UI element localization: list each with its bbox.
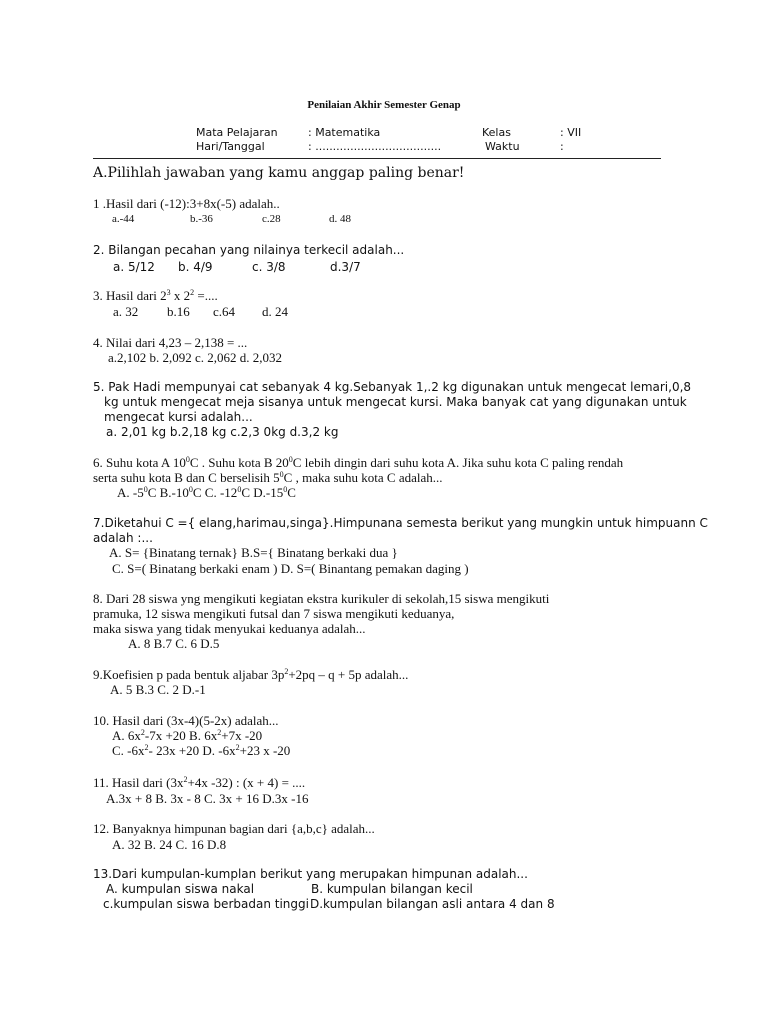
question-6-stem-line-1: 6. Suhu kota A $10^0C$ . Suhu kota B $20^0C$ lebih dingin dari suhu kota A. Jika suhu kota C paling rendah [93, 455, 624, 470]
question-3-stem: 3. Hasil dari $2^3$ x $2^2$ =.... [93, 288, 218, 303]
question-1-option-b: b.-36 [190, 213, 213, 225]
question-4-stem: 4. Nilai dari 4,23 – 2,138 = ... [93, 335, 248, 350]
question-3-option-b: b.16 [167, 304, 190, 319]
question-2-option-b: b. 4/9 [178, 260, 213, 274]
question-9-stem: 9.Koefisien p pada bentuk aljabar $3p^2+2pq - q + 5p$ adalah... [93, 667, 409, 682]
question-2-option-d: d.3/7 [330, 260, 361, 274]
question-7-stem-line-2: adalah :... [93, 531, 153, 545]
question-13-stem: 13.Dari kumpulan-kumplan berikut yang merupakan himpunan adalah... [93, 867, 528, 881]
question-12-stem: 12. Banyaknya himpunan bagian dari {a,b,c} adalah... [93, 821, 375, 836]
question-3-option-a: a. 32 [113, 304, 139, 319]
question-10-options-ab: A. $6x^2-7x +20$ B. $6x^2+7x$ -20 [112, 728, 263, 743]
header-divider [93, 158, 661, 159]
question-12-options: A. 32 B. 24 C. 16 D.8 [112, 837, 227, 852]
question-8-stem-line-3: maka siswa yang tidak menyukai keduanya adalah... [93, 621, 366, 636]
question-5-stem-line-1: 5. Pak Hadi mempunyai cat sebanyak 4 kg.Sebanyak 1,.2 kg digunakan untuk mengecat lemari,0,8 [93, 380, 692, 394]
question-6-stem-line-2: serta suhu kota B dan C berselisih $5^0C$ , maka suhu kota C adalah... [93, 470, 443, 485]
section-instruction: A.Pilihlah jawaban yang kamu anggap paling benar! [93, 165, 465, 181]
question-8-stem-line-2: pramuka, 12 siswa mengikuti futsal dan 7 siswa mengikuti keduanya, [93, 606, 455, 621]
mata-pelajaran-label: Mata Pelajaran [196, 126, 278, 139]
hari-tanggal-value: : .................................... [308, 140, 442, 153]
question-1-option-d: d. 48 [329, 213, 351, 225]
question-5-options: a. 2,01 kg b.2,18 kg c.2,3 0kg d.3,2 kg [106, 425, 339, 439]
question-3-option-c: c.64 [213, 304, 236, 319]
question-10-options-cd: C. $-6x^2-$ 23x +20 D. $-6x^2+23$ x -20 [112, 743, 291, 758]
waktu-value: : [560, 140, 564, 153]
question-2-stem: 2. Bilangan pecahan yang nilainya terkecil adalah... [93, 243, 405, 257]
question-13-option-d: D.kumpulan bilangan asli antara 4 dan 8 [310, 897, 555, 911]
question-9-options: A. 5 B.3 C. 2 D.-1 [110, 682, 206, 697]
question-8-options: A. 8 B.7 C. 6 D.5 [128, 636, 220, 651]
waktu-label: Waktu [485, 140, 520, 153]
question-2-option-c: c. 3/8 [252, 260, 286, 274]
question-3-option-d: d. 24 [262, 304, 288, 319]
question-1-option-c: c.28 [262, 213, 281, 225]
question-1-stem: 1 .Hasil dari (-12):3+8x(-5) adalah.. [93, 196, 280, 211]
question-4-options: a.2,102 b. 2,092 c. 2,062 d. 2,032 [108, 350, 283, 365]
question-5-stem-line-3: mengecat kursi adalah... [104, 410, 253, 424]
question-7-options-cd: C. S=( Binatang berkaki enam ) D. S=( Binantang pemakan daging ) [112, 561, 469, 576]
question-2-option-a: a. 5/12 [113, 260, 155, 274]
question-13-option-b: B. kumpulan bilangan kecil [311, 882, 473, 896]
kelas-label: Kelas [482, 126, 511, 139]
question-13-option-c: c.kumpulan siswa berbadan tinggi [103, 897, 309, 911]
question-11-options: A.3x + 8 B. 3x - 8 C. 3x + 16 D.3x -16 [106, 791, 309, 806]
question-11-stem: 11. Hasil dari ($3x^2+4x$ -32) : (x + 4) = .... [93, 775, 306, 790]
question-8-stem-line-1: 8. Dari 28 siswa yng mengikuti kegiatan ekstra kurikuler di sekolah,15 siswa mengikuti [93, 591, 550, 606]
question-5-stem-line-2: kg untuk mengecat meja sisanya untuk mengecat kursi. Maka banyak cat yang digunakan untuk [104, 395, 687, 409]
mata-pelajaran-value: : Matematika [308, 126, 381, 139]
page-title: Penilaian Akhir Semester Genap [307, 99, 461, 111]
hari-tanggal-label: Hari/Tanggal [196, 140, 265, 153]
question-13-option-a: A. kumpulan siswa nakal [106, 882, 255, 896]
kelas-value: : VII [560, 126, 582, 139]
question-7-stem-line-1: 7.Diketahui C ={ elang,harimau,singa}.Himpunana semesta berikut yang mungkin untuk himpuann C [93, 516, 708, 530]
question-10-stem: 10. Hasil dari (3x-4)(5-2x) adalah... [93, 713, 279, 728]
question-7-options-ab: A. S= {Binatang ternak} B.S={ Binatang berkaki dua } [109, 545, 398, 560]
question-1-option-a: a.-44 [112, 213, 135, 225]
question-6-options: A. $-5^0C$ $B.-10^0C$ C. $-12^0C$ $D.-15^0C$ [117, 485, 296, 500]
